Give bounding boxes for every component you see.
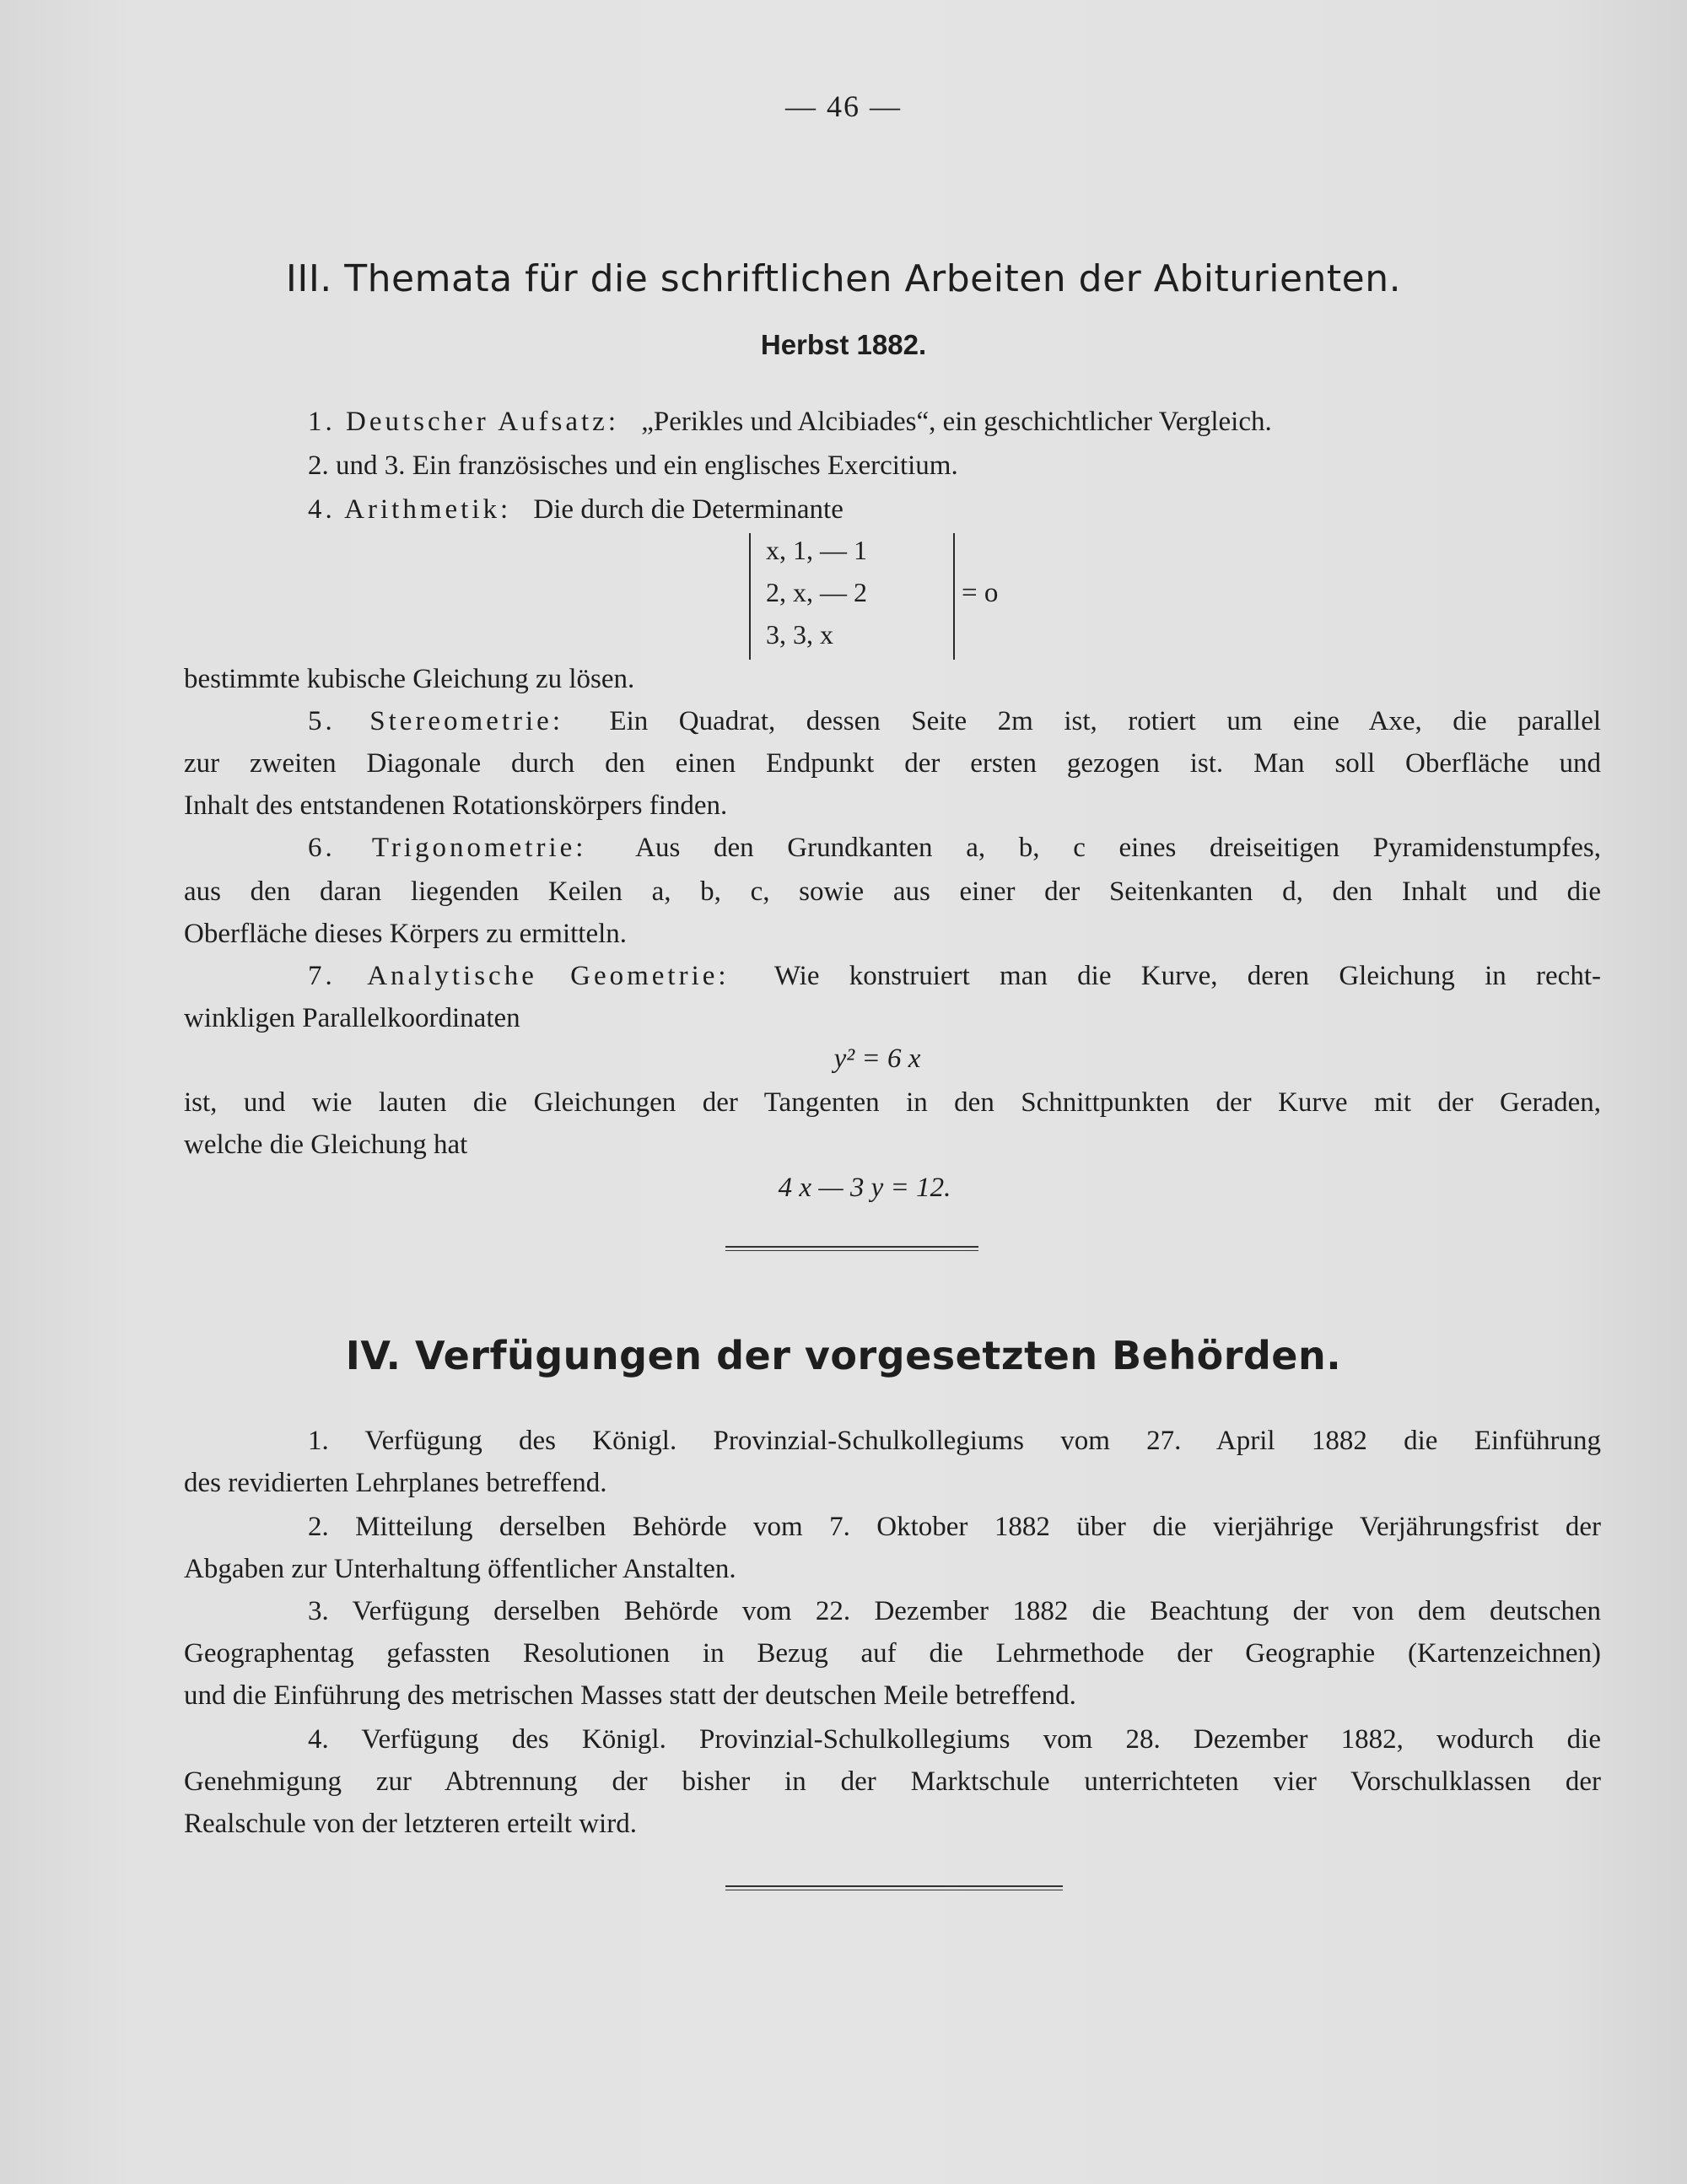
item-5-label: 5. Stereometrie: — [308, 706, 563, 736]
item-6-text: Aus den Grundkanten a, b, c eines dreiseitigen Pyramidenstumpfes, — [635, 833, 1601, 863]
item-1 — [308, 405, 1272, 439]
determinant-row-1: x, 1, — 1 — [766, 535, 867, 565]
item-7-line-3: ist, und wie lauten die Gleichungen der Tangenten in den Schnittpunkten der Kurve mit der Geraden, — [184, 1087, 1601, 1118]
section-4-heading: IV. Verfügungen der vorgesetzten Behörden. — [345, 1333, 1342, 1378]
item-7-label: 7. Analytische Geometrie: — [308, 961, 730, 991]
section-4-p2-line-2: Abgaben zur Unterhaltung öffentlicher Anstalten. — [184, 1554, 736, 1584]
item-6-line-2: aus den daran liegenden Keilen a, b, c, sowie aus einer der Seitenkanten d, den Inhalt und die — [184, 876, 1601, 907]
section-4-p4-line-2: Genehmigung zur Abtrennung der bisher in der Marktschule unterrichteten vier Vorschulklassen der — [184, 1766, 1601, 1797]
section-4-p3-line-1: 3. Verfügung derselben Behörde vom 22. Dezember 1882 die Beachtung der von dem deutschen — [308, 1596, 1601, 1626]
item-5-line-3: Inhalt des entstandenen Rotationskörpers finden. — [184, 790, 728, 821]
section-4-p3-line-2: Geographentag gefassten Resolutionen in Bezug auf die Lehrmethode der Geographie (Kartenzeichnen) — [184, 1638, 1601, 1669]
section-4-p1-line-2: des revidierten Lehrplanes betreffend. — [184, 1468, 607, 1498]
item-7-line-1 — [308, 959, 1601, 993]
determinant-row-3: 3, 3, x — [766, 619, 833, 650]
item-6-label: 6. Trigonometrie: — [308, 833, 587, 863]
item-1-text: „Perikles und Alcibiades“, ein geschichtlicher Vergleich. — [641, 407, 1272, 437]
section-3-heading: III. Themata für die schriftlichen Arbeiten der Abiturienten. — [285, 257, 1402, 300]
separator-rule — [725, 1246, 978, 1248]
section-4-p1-line-1: 1. Verfügung des Königl. Provinzial-Schulkollegiums vom 27. April 1882 die Einführung — [308, 1426, 1601, 1456]
determinant — [749, 533, 955, 660]
separator-rule-thin — [725, 1250, 978, 1251]
item-7-text: Wie konstruiert man die Kurve, deren Gleichung in recht- — [773, 961, 1601, 991]
item-4 — [308, 493, 844, 526]
section-4-p4-line-1: 4. Verfügung des Königl. Provinzial-Schulkollegiums vom 28. Dezember 1882, wodurch die — [308, 1724, 1601, 1755]
section-4-p3-line-3: und die Einführung des metrischen Masses statt der deutschen Meile betreffend. — [184, 1680, 1076, 1711]
item-6-line-3: Oberfläche dieses Körpers zu ermitteln. — [184, 919, 628, 949]
item-7-line-4: welche die Gleichung hat — [184, 1130, 468, 1160]
determinant-row-2: 2, x, — 2 — [766, 577, 867, 607]
determinant-equals: = o — [962, 578, 999, 608]
item-1-label: 1. Deutscher Aufsatz: — [308, 407, 619, 437]
section-4-p2-line-1: 2. Mitteilung derselben Behörde vom 7. Oktober 1882 über die vierjährige Verjährungsfrist der — [308, 1512, 1601, 1542]
section-3-subheading: Herbst 1882. — [760, 329, 927, 360]
section-4-p4-line-3: Realschule von der letzteren erteilt wird. — [184, 1809, 637, 1839]
item-7-equation-2: 4 x — 3 y = 12. — [778, 1173, 951, 1203]
page-number: — 46 — — [785, 89, 902, 123]
item-4-text: Die durch die Determinante — [533, 494, 844, 525]
item-5-text: Ein Quadrat, dessen Seite 2m ist, rotiert um eine Axe, die parallel — [609, 706, 1602, 736]
item-6-line-1 — [308, 831, 1601, 865]
item-5-line-2: zur zweiten Diagonale durch den einen Endpunkt der ersten gezogen ist. Man soll Oberfläche und — [184, 748, 1601, 779]
end-rule — [725, 1885, 1063, 1887]
item-2-3: 2. und 3. Ein französisches und ein englisches Exercitium. — [308, 450, 958, 481]
item-7-equation-1: y² = 6 x — [833, 1043, 921, 1074]
item-4-label: 4. Arithmetik: — [308, 494, 512, 525]
item-7-line-2: winkligen Parallelkoordinaten — [184, 1003, 520, 1033]
item-5-line-1 — [308, 704, 1601, 738]
item-4-continuation: bestimmte kubische Gleichung zu lösen. — [184, 664, 635, 694]
